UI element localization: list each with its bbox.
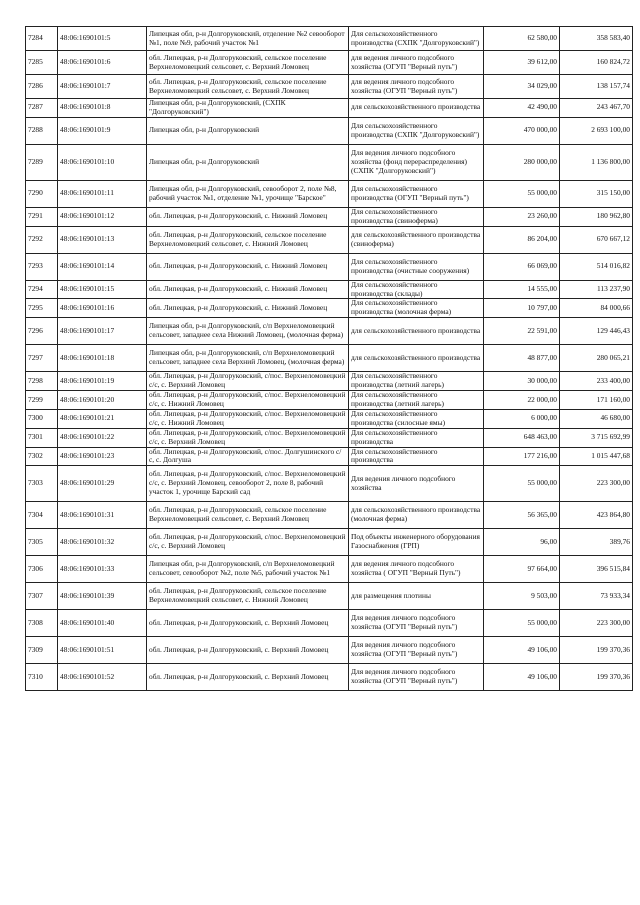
row-number-cell: 7287	[26, 99, 58, 118]
area-value-cell: 177 216,00	[484, 447, 560, 466]
row-number-cell: 7305	[26, 529, 58, 556]
cadastral-cost-cell: 389,76	[560, 529, 633, 556]
cadastral-number-cell: 48:06:1690101:6	[58, 51, 147, 75]
table-row	[26, 409, 633, 428]
cadastral-cost-cell: 129 446,43	[560, 318, 633, 345]
cadastral-number-cell: 48:06:1690101:10	[58, 144, 147, 180]
table-row	[26, 318, 633, 345]
area-value-cell: 648 463,00	[484, 428, 560, 447]
location-address-cell: обл. Липецкая, р-н Долгоруковский, с/пос. Верхнеломовецкий с/с, с. Верхний Ломовец, севооборот 2, поле 8, рабочий участок 1, урочище Барский сад	[147, 466, 349, 502]
cadastral-cost-cell: 280 065,21	[560, 345, 633, 372]
location-address-cell: Липецкая обл, р-н Долгоруковский, отделение №2 севооборот №1, поле №9, рабочий участок №1	[147, 27, 349, 51]
area-value-cell: 55 000,00	[484, 610, 560, 637]
permitted-use-cell: Для сельскохозяйственного производства (свиноферма)	[349, 207, 484, 226]
permitted-use-cell: Для ведения личного подсобного хозяйства	[349, 466, 484, 502]
table-row	[26, 207, 633, 226]
location-address-cell: Липецкая обл, р-н Долгоруковский	[147, 117, 349, 144]
table-row	[26, 27, 633, 51]
cadastral-number-cell: 48:06:1690101:16	[58, 299, 147, 318]
permitted-use-cell: Для ведения личного подсобного хозяйства (ОГУП "Верный путь")	[349, 637, 484, 664]
table-row	[26, 280, 633, 299]
table-row	[26, 226, 633, 253]
cadastral-number-cell: 48:06:1690101:12	[58, 207, 147, 226]
cadastral-cost-cell: 223 300,00	[560, 610, 633, 637]
location-address-cell: обл. Липецкая, р-н Долгоруковский, с. Нижний Ломовец	[147, 299, 349, 318]
table-row	[26, 117, 633, 144]
permitted-use-cell: для сельскохозяйственного производства	[349, 318, 484, 345]
cadastral-cost-cell: 243 467,70	[560, 99, 633, 118]
table-body	[26, 27, 633, 691]
table-row	[26, 99, 633, 118]
permitted-use-cell: для сельскохозяйственного производства (свиноферма)	[349, 226, 484, 253]
cadastral-number-cell: 48:06:1690101:8	[58, 99, 147, 118]
permitted-use-cell: для сельскохозяйственного производства	[349, 99, 484, 118]
location-address-cell: обл. Липецкая, р-н Долгоруковский, с/пос. Верхнеломовецкий с/с, с. Верхний Ломовец	[147, 428, 349, 447]
cadastral-number-cell: 48:06:1690101:33	[58, 556, 147, 583]
permitted-use-cell: для размещения плотины	[349, 583, 484, 610]
location-address-cell: обл. Липецкая, р-н Долгоруковский, с/пос. Верхнеломовецкий с/с, с. Верхний Ломовец	[147, 529, 349, 556]
location-address-cell: обл. Липецкая, р-н Долгоруковский, с/пос. Верхнеломовецкий с/с, с. Нижний Ломовец	[147, 409, 349, 428]
cadastral-number-cell: 48:06:1690101:5	[58, 27, 147, 51]
table-row	[26, 345, 633, 372]
permitted-use-cell: Под объекты инженерного оборудования Газоснабжения (ГРП)	[349, 529, 484, 556]
row-number-cell: 7299	[26, 391, 58, 410]
row-number-cell: 7297	[26, 345, 58, 372]
cadastral-number-cell: 48:06:1690101:14	[58, 253, 147, 280]
area-value-cell: 9 503,00	[484, 583, 560, 610]
cadastral-cost-cell: 2 693 100,00	[560, 117, 633, 144]
permitted-use-cell: Для сельскохозяйственного производства (летний лагерь)	[349, 391, 484, 410]
row-number-cell: 7294	[26, 280, 58, 299]
area-value-cell: 49 106,00	[484, 637, 560, 664]
area-value-cell: 39 612,00	[484, 51, 560, 75]
cadastral-cost-cell: 113 237,90	[560, 280, 633, 299]
table-row	[26, 583, 633, 610]
area-value-cell: 96,00	[484, 529, 560, 556]
cadastral-cost-cell: 1 015 447,68	[560, 447, 633, 466]
row-number-cell: 7304	[26, 502, 58, 529]
cadastral-number-cell: 48:06:1690101:9	[58, 117, 147, 144]
table-row	[26, 299, 633, 318]
row-number-cell: 7295	[26, 299, 58, 318]
cadastral-number-cell: 48:06:1690101:19	[58, 372, 147, 391]
cadastral-cost-cell: 514 016,82	[560, 253, 633, 280]
cadastral-number-cell: 48:06:1690101:17	[58, 318, 147, 345]
cadastral-cost-cell: 171 160,00	[560, 391, 633, 410]
table-row	[26, 428, 633, 447]
location-address-cell: Липецкая обл, р-н Долгоруковский	[147, 144, 349, 180]
cadastral-number-cell: 48:06:1690101:23	[58, 447, 147, 466]
area-value-cell: 34 029,00	[484, 75, 560, 99]
area-value-cell: 23 260,00	[484, 207, 560, 226]
permitted-use-cell: Для сельскохозяйственного производства (молочная ферма)	[349, 299, 484, 318]
permitted-use-cell: Для сельскохозяйственного производства (очистные сооружения)	[349, 253, 484, 280]
row-number-cell: 7292	[26, 226, 58, 253]
table-row	[26, 637, 633, 664]
cadastral-cost-cell: 223 300,00	[560, 466, 633, 502]
cadastral-cost-cell: 73 933,34	[560, 583, 633, 610]
location-address-cell: обл. Липецкая, р-н Долгоруковский, сельское поселение Верхнеломовецкий сельсовет, с. Верхний Ломовец	[147, 51, 349, 75]
location-address-cell: обл. Липецкая, р-н Долгоруковский, сельское поселение Верхнеломовецкий сельсовет, с. Верхний Ломовец	[147, 75, 349, 99]
area-value-cell: 55 000,00	[484, 180, 560, 207]
cadastral-cost-cell: 160 824,72	[560, 51, 633, 75]
area-value-cell: 470 000,00	[484, 117, 560, 144]
area-value-cell: 10 797,00	[484, 299, 560, 318]
cadastral-cost-cell: 358 583,40	[560, 27, 633, 51]
cadastral-cost-cell: 233 400,00	[560, 372, 633, 391]
permitted-use-cell: Для сельскохозяйственного производства	[349, 428, 484, 447]
row-number-cell: 7307	[26, 583, 58, 610]
location-address-cell: обл. Липецкая, р-н Долгоруковский, сельское поселение Верхнеломовецкий сельсовет, с. Верхний Ломовец	[147, 502, 349, 529]
table-row	[26, 466, 633, 502]
area-value-cell: 22 000,00	[484, 391, 560, 410]
cadastral-cost-cell: 1 136 800,00	[560, 144, 633, 180]
cadastral-cost-cell: 180 962,80	[560, 207, 633, 226]
location-address-cell: Липецкая обл, р-н Долгоруковский, с/п Верхнеломовецкий сельсовет, севооборот №2, поле №5, рабочий участок №1	[147, 556, 349, 583]
row-number-cell: 7290	[26, 180, 58, 207]
location-address-cell: Липецкая обл, р-н Долгоруковский, севооборот 2, поле №8, рабочий участок №1, отделение №1, урочище "Барское"	[147, 180, 349, 207]
cadastral-number-cell: 48:06:1690101:18	[58, 345, 147, 372]
cadastral-cost-cell: 670 667,12	[560, 226, 633, 253]
cadastral-cost-cell: 199 370,36	[560, 664, 633, 691]
table-row	[26, 180, 633, 207]
row-number-cell: 7286	[26, 75, 58, 99]
cadastral-number-cell: 48:06:1690101:22	[58, 428, 147, 447]
location-address-cell: обл. Липецкая, р-н Долгоруковский, сельское поселение Верхнеломовецкий сельсовет, с. Нижний Ломовец	[147, 583, 349, 610]
cadastral-number-cell: 48:06:1690101:40	[58, 610, 147, 637]
table-row	[26, 391, 633, 410]
location-address-cell: Липецкая обл, р-н Долгоруковский, с/п Верхнеломовецкий сельсовет, западнее села Верхний Ломовец, (молочная ферма)	[147, 345, 349, 372]
row-number-cell: 7289	[26, 144, 58, 180]
location-address-cell: обл. Липецкая, р-н Долгоруковский, с. Нижний Ломовец	[147, 253, 349, 280]
area-value-cell: 62 580,00	[484, 27, 560, 51]
table-row	[26, 51, 633, 75]
table-row	[26, 372, 633, 391]
permitted-use-cell: Для сельскохозяйственного производства (СХПК "Долгоруковский")	[349, 27, 484, 51]
location-address-cell: обл. Липецкая, р-н Долгоруковский, сельское поселение Верхнеломовецкий сельсовет, с. Нижний Ломовец	[147, 226, 349, 253]
table-row	[26, 610, 633, 637]
location-address-cell: Липецкая обл, р-н Долгоруковский, (СХПК "Долгоруковский")	[147, 99, 349, 118]
permitted-use-cell: Для сельскохозяйственного производства (летний лагерь)	[349, 372, 484, 391]
permitted-use-cell: Для сельскохозяйственного производства (силосные ямы)	[349, 409, 484, 428]
cadastral-number-cell: 48:06:1690101:29	[58, 466, 147, 502]
row-number-cell: 7302	[26, 447, 58, 466]
area-value-cell: 6 000,00	[484, 409, 560, 428]
location-address-cell: обл. Липецкая, р-н Долгоруковский, с. Верхний Ломовец	[147, 664, 349, 691]
table-row	[26, 664, 633, 691]
row-number-cell: 7306	[26, 556, 58, 583]
cadastral-number-cell: 48:06:1690101:20	[58, 391, 147, 410]
row-number-cell: 7291	[26, 207, 58, 226]
cadastral-number-cell: 48:06:1690101:51	[58, 637, 147, 664]
permitted-use-cell: Для сельскохозяйственного производства (склады)	[349, 280, 484, 299]
table-row	[26, 144, 633, 180]
area-value-cell: 22 591,00	[484, 318, 560, 345]
location-address-cell: обл. Липецкая, р-н Долгоруковский, с/пос. Верхнеломовецкий с/с, с. Верхний Ломовец	[147, 372, 349, 391]
permitted-use-cell: для ведения личного подсобного хозяйства ( ОГУП "Верный Путь")	[349, 556, 484, 583]
location-address-cell: обл. Липецкая, р-н Долгоруковский, с. Нижний Ломовец	[147, 207, 349, 226]
cadastral-cost-cell: 3 715 692,99	[560, 428, 633, 447]
table-row	[26, 502, 633, 529]
location-address-cell: Липецкая обл, р-н Долгоруковский, с/п Верхнеломовецкий сельсовет, западнее села Нижний Ломовец, (молочная ферма)	[147, 318, 349, 345]
location-address-cell: обл. Липецкая, р-н Долгоруковский, с. Верхний Ломовец	[147, 637, 349, 664]
cadastral-cost-cell: 138 157,74	[560, 75, 633, 99]
row-number-cell: 7301	[26, 428, 58, 447]
cadastral-cost-cell: 423 864,80	[560, 502, 633, 529]
permitted-use-cell: для сельскохозяйственного производства (молочная ферма)	[349, 502, 484, 529]
area-value-cell: 97 664,00	[484, 556, 560, 583]
cadastral-number-cell: 48:06:1690101:13	[58, 226, 147, 253]
row-number-cell: 7288	[26, 117, 58, 144]
cadastral-number-cell: 48:06:1690101:31	[58, 502, 147, 529]
cadastral-cost-cell: 84 000,66	[560, 299, 633, 318]
cadastral-number-cell: 48:06:1690101:7	[58, 75, 147, 99]
area-value-cell: 66 069,00	[484, 253, 560, 280]
permitted-use-cell: Для ведения личного подсобного хозяйства (ОГУП "Верный путь")	[349, 664, 484, 691]
cadastral-number-cell: 48:06:1690101:11	[58, 180, 147, 207]
land-plots-table	[25, 26, 633, 691]
permitted-use-cell: Для ведения личного подсобного хозяйства (фонд перераспределения) (СХПК "Долгоруковский")	[349, 144, 484, 180]
cadastral-cost-cell: 315 150,00	[560, 180, 633, 207]
area-value-cell: 86 204,00	[484, 226, 560, 253]
row-number-cell: 7285	[26, 51, 58, 75]
location-address-cell: обл. Липецкая, р-н Долгоруковский, с/пос. Долгушинского с/с, с. Долгуша	[147, 447, 349, 466]
table-row	[26, 75, 633, 99]
row-number-cell: 7303	[26, 466, 58, 502]
area-value-cell: 48 877,00	[484, 345, 560, 372]
row-number-cell: 7308	[26, 610, 58, 637]
row-number-cell: 7298	[26, 372, 58, 391]
row-number-cell: 7309	[26, 637, 58, 664]
area-value-cell: 49 106,00	[484, 664, 560, 691]
cadastral-number-cell: 48:06:1690101:32	[58, 529, 147, 556]
permitted-use-cell: для ведения личного подсобного хозяйства (ОГУП "Верный путь")	[349, 75, 484, 99]
cadastral-cost-cell: 396 515,84	[560, 556, 633, 583]
area-value-cell: 14 555,00	[484, 280, 560, 299]
cadastral-number-cell: 48:06:1690101:39	[58, 583, 147, 610]
row-number-cell: 7293	[26, 253, 58, 280]
permitted-use-cell: Для ведения личного подсобного хозяйства (ОГУП "Верный путь")	[349, 610, 484, 637]
area-value-cell: 56 365,00	[484, 502, 560, 529]
row-number-cell: 7300	[26, 409, 58, 428]
cadastral-cost-cell: 46 680,00	[560, 409, 633, 428]
area-value-cell: 42 490,00	[484, 99, 560, 118]
permitted-use-cell: Для сельскохозяйственного производства (ОГУП "Верный путь")	[349, 180, 484, 207]
location-address-cell: обл. Липецкая, р-н Долгоруковский, с/пос. Верхнеломовецкий с/с, с. Нижний Ломовец	[147, 391, 349, 410]
permitted-use-cell: для сельскохозяйственного производства	[349, 345, 484, 372]
location-address-cell: обл. Липецкая, р-н Долгоруковский, с. Нижний Ломовец	[147, 280, 349, 299]
row-number-cell: 7284	[26, 27, 58, 51]
cadastral-cost-cell: 199 370,36	[560, 637, 633, 664]
land-plots-table-page	[25, 26, 630, 691]
row-number-cell: 7310	[26, 664, 58, 691]
table-row	[26, 253, 633, 280]
table-row	[26, 447, 633, 466]
row-number-cell: 7296	[26, 318, 58, 345]
cadastral-number-cell: 48:06:1690101:21	[58, 409, 147, 428]
location-address-cell: обл. Липецкая, р-н Долгоруковский, с. Верхний Ломовец	[147, 610, 349, 637]
permitted-use-cell: для ведения личного подсобного хозяйства (ОГУП "Верный путь")	[349, 51, 484, 75]
permitted-use-cell: Для сельскохозяйственного производства	[349, 447, 484, 466]
table-row	[26, 529, 633, 556]
table-row	[26, 556, 633, 583]
area-value-cell: 55 000,00	[484, 466, 560, 502]
permitted-use-cell: Для сельскохозяйственного производства (СХПК "Долгоруковский")	[349, 117, 484, 144]
area-value-cell: 280 000,00	[484, 144, 560, 180]
area-value-cell: 30 000,00	[484, 372, 560, 391]
cadastral-number-cell: 48:06:1690101:52	[58, 664, 147, 691]
cadastral-number-cell: 48:06:1690101:15	[58, 280, 147, 299]
